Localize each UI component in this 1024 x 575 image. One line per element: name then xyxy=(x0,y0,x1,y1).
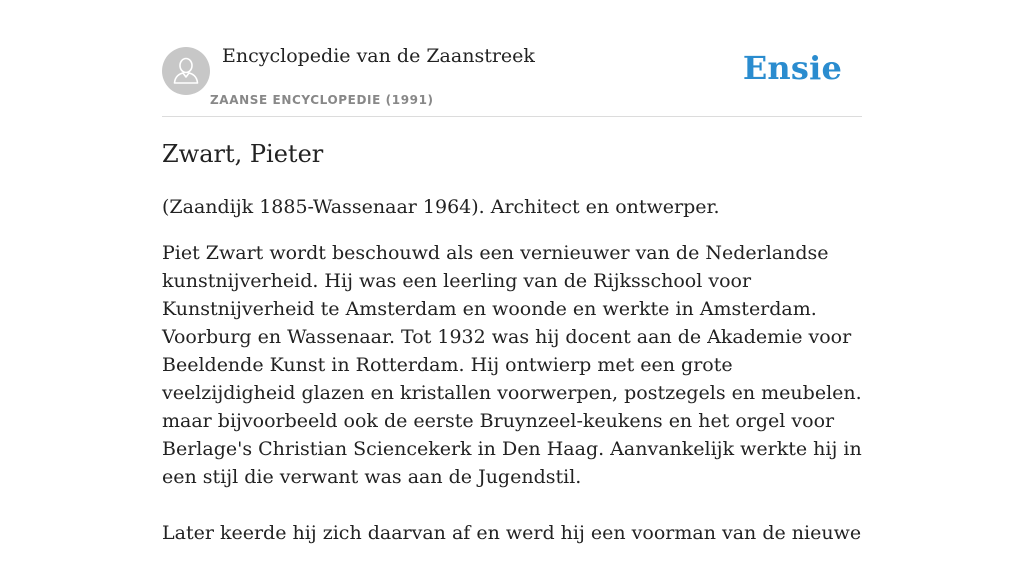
article-intro: (Zaandijk 1885-Wassenaar 1964). Architect en ontwerper. xyxy=(162,196,720,218)
source-title[interactable]: Encyclopedie van de Zaanstreek xyxy=(222,45,535,67)
article xyxy=(162,137,862,575)
article-paragraph: Later keerde hij zich daarvan af en werd hij een voorman van de nieuwe xyxy=(162,522,862,544)
article-paragraph: Piet Zwart wordt beschouwd als een vernieuwer van de Nederlandse kunstnijverheid. Hij was een leerling van de Rijksschool voor Kunstnijverheid te Amsterdam en woonde en werkte in Amsterdam. Voorburg en Wassenaar. Tot 1932 was hij docent aan de Akademie voor Beeldende Kunst in Rotterdam. Hij ontwierp met een grote veelzijdigheid glazen en kristallen voorwerpen, postzegels en meubelen. maar bijvoorbeeld ook de eerste Bruynzeel-keukens en het orgel voor Berlage's Christian Sciencekerk in Den Haag. Aanvankelijk werkte hij in een stijl die verwant was aan de Jugendstil. xyxy=(162,242,862,488)
article-title: Zwart, Pieter xyxy=(162,140,324,168)
ensie-logo[interactable]: Ensie xyxy=(742,49,842,87)
source-header xyxy=(162,0,862,117)
source-subtitle[interactable]: ZAANSE ENCYCLOPEDIE (1991) xyxy=(210,93,434,107)
user-silhouette-icon[interactable] xyxy=(162,47,210,95)
